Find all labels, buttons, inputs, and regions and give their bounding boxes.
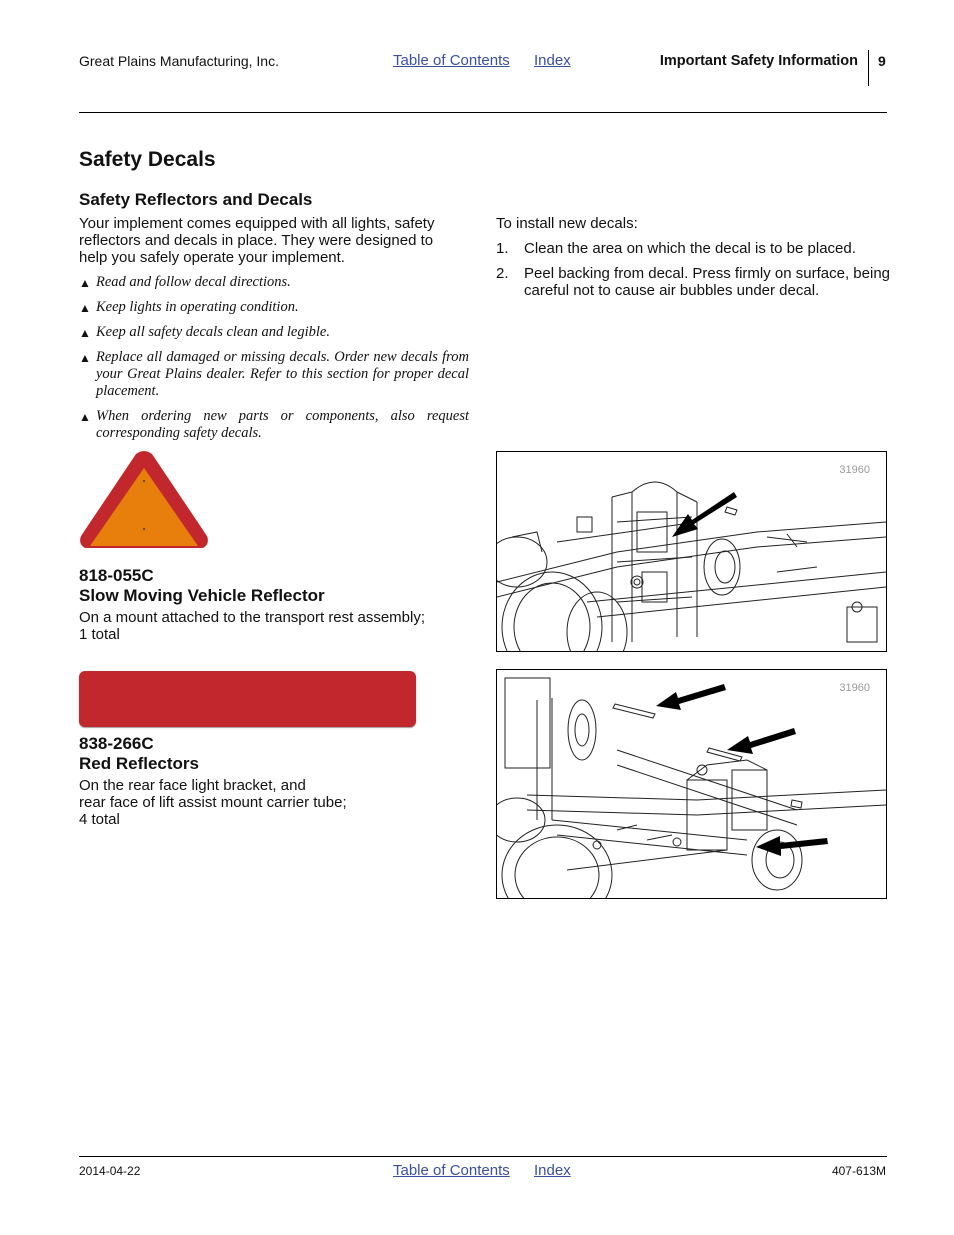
bullet-item: ▲ Replace all damaged or missing decals. Order new decals from your Great Plains dealer. Refer to this section for proper decal placement. <box>79 349 469 399</box>
figure-smv-location <box>496 451 887 652</box>
triangle-bullet-icon: ▲ <box>79 326 91 340</box>
red-reflector-decal-image <box>79 671 416 727</box>
smv-reflector-decal-image <box>79 450 209 564</box>
implement-line-drawing <box>497 452 886 651</box>
header-rule <box>79 112 887 113</box>
triangle-bullet-icon: ▲ <box>79 351 91 365</box>
page-title: Safety Decals <box>79 148 216 171</box>
footer-doc-number: 407-613M <box>831 1164 886 1178</box>
intro-paragraph: Your implement comes equipped with all lights, safety reflectors and decals in place. They were designed to help you safely operate your implement. <box>79 215 435 266</box>
footer-index-link[interactable]: Index <box>534 1162 571 1179</box>
decal-part-number: 818-055C <box>79 566 154 585</box>
bullet-item: ▲ Keep lights in operating condition. <box>79 299 299 315</box>
decal-name: Red Reflectors <box>79 754 199 773</box>
decal-description: On the rear face light bracket, and rear face of lift assist mount carrier tube; 4 total <box>79 777 347 828</box>
bullet-item: ▲ Read and follow decal directions. <box>79 274 291 290</box>
decal-description: On a mount attached to the transport rest assembly; 1 total <box>79 609 426 643</box>
footer-toc-link[interactable]: Table of Contents <box>393 1162 510 1179</box>
triangle-bullet-icon: ▲ <box>79 276 91 290</box>
install-steps <box>496 240 891 307</box>
section-subtitle: Safety Reflectors and Decals <box>79 190 313 209</box>
header-toc-link[interactable]: Table of Contents <box>393 52 510 69</box>
figure-number: 31960 <box>839 464 870 476</box>
bullet-item: ▲ Keep all safety decals clean and legible. <box>79 324 330 340</box>
page-number: 9 <box>878 53 886 69</box>
install-step: 2. Peel backing from decal. Press firmly on surface, being careful not to cause air bubbles under decal. <box>496 265 890 299</box>
header-section-title: Important Safety Information <box>659 53 858 69</box>
bullet-item: ▲ When ordering new parts or components, also request corresponding safety decals. <box>79 408 469 441</box>
triangle-bullet-icon: ▲ <box>79 410 91 424</box>
triangle-bullet-icon: ▲ <box>79 301 91 315</box>
implement-line-drawing <box>497 670 886 898</box>
footer-rule <box>79 1156 887 1157</box>
figure-red-reflector-location <box>496 669 887 899</box>
install-intro: To install new decals: <box>496 215 638 232</box>
decal-name: Slow Moving Vehicle Reflector <box>79 586 325 605</box>
install-step: 1. Clean the area on which the decal is to be placed. <box>496 240 856 257</box>
decal-part-number: 838-266C <box>79 734 154 753</box>
header-company: Great Plains Manufacturing, Inc. <box>79 53 279 69</box>
header-index-link[interactable]: Index <box>534 52 571 69</box>
footer-date: 2014-04-22 <box>79 1164 141 1178</box>
header-divider <box>868 50 869 86</box>
figure-number: 31960 <box>839 682 870 694</box>
